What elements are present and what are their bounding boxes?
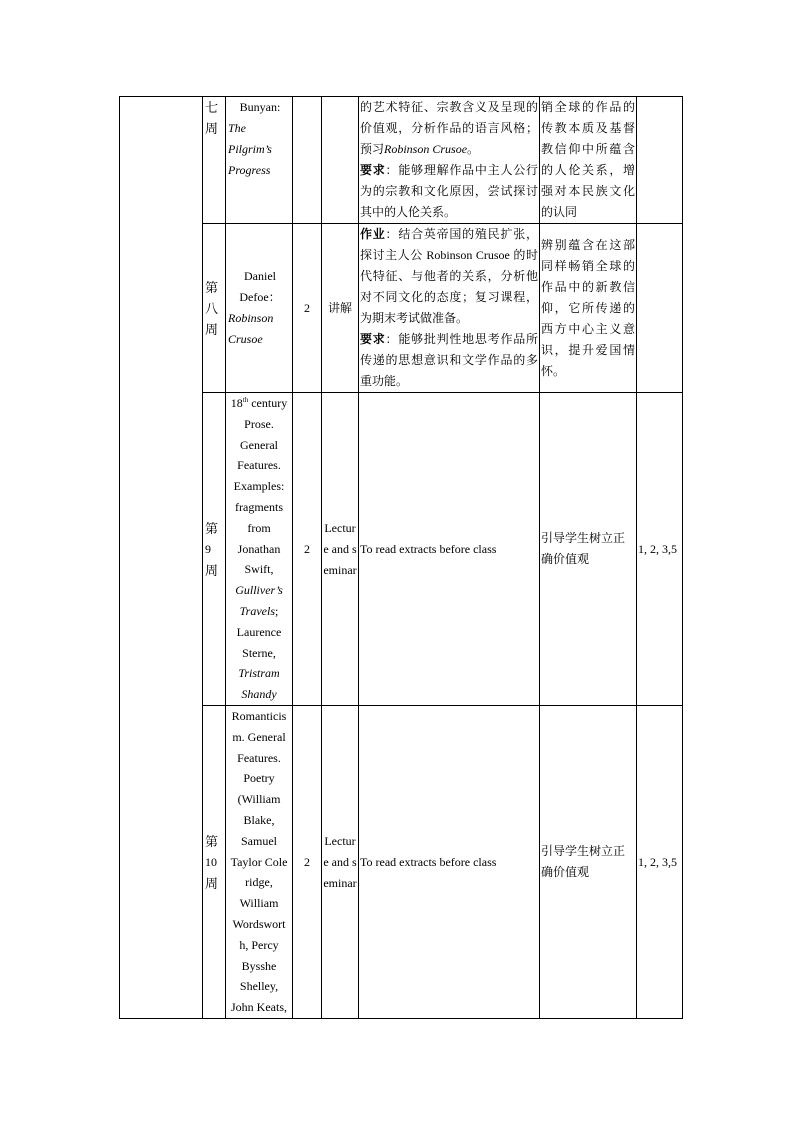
requirement-label: 要求 xyxy=(360,163,386,177)
title-line: Examples: xyxy=(233,479,285,494)
content-text: 。 xyxy=(467,142,480,156)
title-line: The xyxy=(228,121,246,135)
table-row xyxy=(120,224,683,393)
title-line: Features. xyxy=(237,750,281,765)
week-label: 9 xyxy=(205,541,211,556)
title-line: Wordswort xyxy=(232,916,286,931)
week-label: 第 xyxy=(205,833,219,849)
ideology-cell: 销全球的作品的传教本质及基督教信仰中所蕴含的人伦关系，增强对本民族文化的认同 xyxy=(540,97,637,224)
method-cell: Lecture and seminar xyxy=(322,393,359,706)
title-line: John Keats, xyxy=(231,1000,287,1015)
title-line: h, Percy xyxy=(239,937,279,952)
hours-cell: 2 xyxy=(293,706,322,1019)
week-label: 周 xyxy=(205,321,219,337)
title-line: Swift, xyxy=(244,562,274,577)
week-label: 10 xyxy=(205,854,217,869)
goals-cell: 1, 2, 3,5 xyxy=(637,393,683,706)
content-cell: To read extracts before class xyxy=(359,393,540,706)
week-label: 第 xyxy=(205,520,219,536)
week-label: 周 xyxy=(205,121,219,136)
ideology-cell: 引导学生树立正确价值观 xyxy=(540,706,637,1019)
title-line: Gulliver’s xyxy=(235,583,283,598)
title-line: Romanticis xyxy=(231,709,287,723)
hours-cell: 2 xyxy=(293,224,322,393)
title-line: Laurence xyxy=(236,624,282,639)
title-line: Sterne, xyxy=(242,645,276,660)
content-cell xyxy=(359,97,540,224)
week-label: 第 xyxy=(205,279,219,295)
week-label: 八 xyxy=(205,300,219,316)
title-line: Shelley, xyxy=(239,979,279,994)
ideology-cell: 辨别蕴含在这部同样畅销全球的作品中的新教信仰，它所传递的西方中心主义意识，提升爱国情怀。 xyxy=(540,224,637,393)
week-cell xyxy=(203,706,226,1019)
hours-cell: 2 xyxy=(293,393,322,706)
title-line: Jonathan xyxy=(237,541,281,556)
blank-first-column xyxy=(120,97,203,1019)
title-line: Taylor Cole xyxy=(230,854,288,869)
title-line: ridge, xyxy=(245,875,273,890)
goals-cell: 1, 2, 3,5 xyxy=(637,706,683,1019)
title-line: (William xyxy=(237,792,281,807)
table-row xyxy=(120,706,683,1019)
content-cell xyxy=(359,224,540,393)
title-cell xyxy=(226,224,293,393)
title-line: Robinson xyxy=(228,311,274,325)
week-cell xyxy=(203,224,226,393)
syllabus-table xyxy=(119,96,683,1019)
requirement-text: ：能够批判性地思考作品所传递的思想意识和文学作品的多重功能。 xyxy=(360,332,538,388)
hours-cell xyxy=(293,97,322,224)
week-label: 周 xyxy=(205,562,219,578)
homework-label: 作业 xyxy=(360,227,386,241)
title-line: Progress xyxy=(228,163,271,177)
title-line: from xyxy=(247,520,271,535)
homework-text: ：结合英帝国的殖民扩张，探讨主人公 Robinson Crusoe 的时代特征、与他者的关系，分析他对不同文化的态度；复习课程，为期末考试做准备。 xyxy=(360,227,538,325)
title-line: fragments xyxy=(235,500,283,514)
requirement-label: 要求 xyxy=(360,332,386,346)
content-cell: To read extracts before class xyxy=(359,706,540,1019)
goals-cell xyxy=(637,224,683,393)
title-cell xyxy=(226,706,293,1019)
title-line: Blake, xyxy=(243,812,275,827)
title-line: Features. xyxy=(237,458,281,473)
content-text: 的艺术特征、宗教含义及呈现的价值观，分析作品的语言风格；预习 xyxy=(360,100,538,156)
title-line: 18th century xyxy=(230,396,288,411)
title-line: Bunyan: xyxy=(239,100,281,114)
title-line: Defoe： xyxy=(239,290,281,304)
title-line: Prose. xyxy=(244,416,274,431)
content-italic: Robinson Crusoe xyxy=(384,142,468,156)
title-line: General xyxy=(240,437,278,452)
title-line: Poetry xyxy=(243,771,275,786)
title-line: William xyxy=(239,896,279,911)
title-line: Shandy xyxy=(241,687,277,702)
title-line: Pilgrim’s xyxy=(228,142,272,156)
goals-cell xyxy=(637,97,683,224)
title-line: Travels; xyxy=(239,603,279,618)
ideology-cell: 引导学生树立正确价值观 xyxy=(540,393,637,706)
title-line: Tristram xyxy=(238,666,280,681)
method-cell xyxy=(322,97,359,224)
week-label: 七 xyxy=(205,100,219,115)
title-line: Samuel xyxy=(241,833,277,848)
week-cell xyxy=(203,393,226,706)
title-line: m. General xyxy=(232,729,286,744)
title-line: Bysshe xyxy=(241,958,277,973)
title-line: Crusoe xyxy=(228,332,263,346)
week-label: 周 xyxy=(205,875,219,891)
requirement-text: ：能够理解作品中主人公行为的宗教和文化原因，尝试探讨其中的人伦关系。 xyxy=(360,163,538,219)
method-cell: Lecture and seminar xyxy=(322,706,359,1019)
title-line: Daniel xyxy=(244,269,276,283)
title-cell xyxy=(226,393,293,706)
title-cell xyxy=(226,97,293,224)
method-cell: 讲解 xyxy=(322,224,359,393)
week-cell xyxy=(203,97,226,224)
table-row xyxy=(120,393,683,706)
table-row xyxy=(120,97,683,224)
